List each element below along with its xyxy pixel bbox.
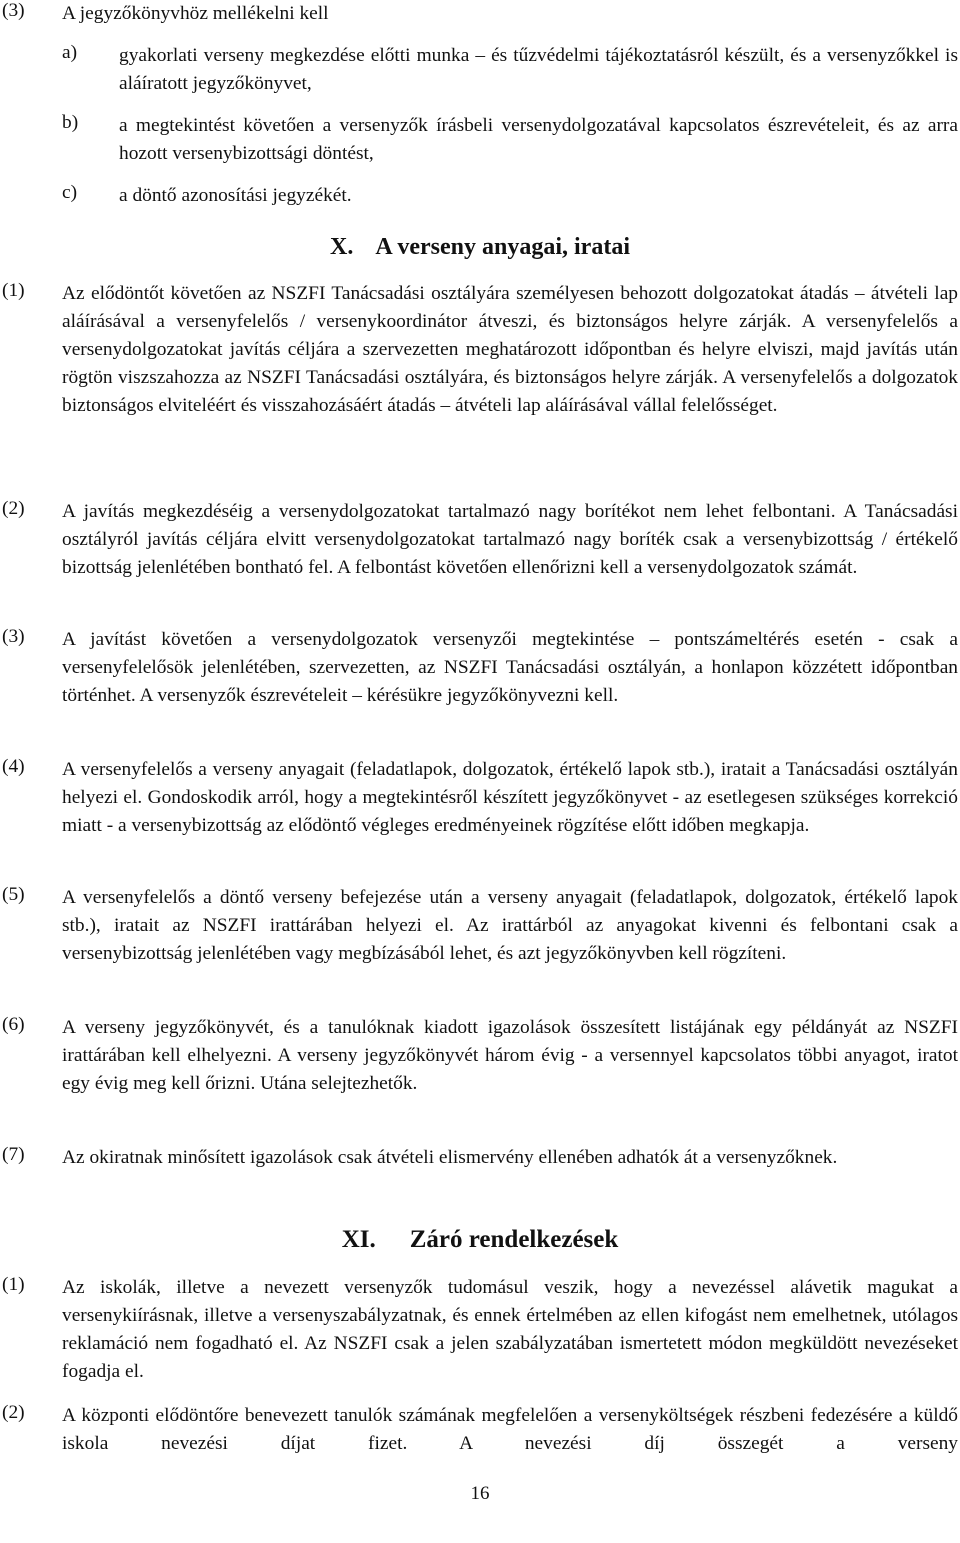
paragraph-text: A javítást követően a versenydolgozatok versenyzői megtekintése – pontszámeltérés esetén - csak a versenyfelelősök jelenlétében, szervezetten, az NSZFI Tanácsadási osztályán, a honlapon közzétett időpontban történhet. A versenyzők észrevételeit – kérésükre jegyzőkönyvezni kell. bbox=[62, 629, 958, 706]
section-x-paragraph-6 bbox=[0, 1014, 958, 1098]
paragraph-number: (4) bbox=[2, 756, 25, 777]
section-heading-xi bbox=[0, 1226, 960, 1254]
paragraph-text: A központi elődöntőre benevezett tanulók számának megfelelően a versenyköltségek részbeni fedezésére a küldő iskola nevezési díjat fizet. A nevezési díj összegét a verseny bbox=[62, 1405, 958, 1454]
section-number: X. bbox=[330, 234, 354, 260]
paragraph-text: Az okiratnak minősített igazolások csak átvételi elismervény ellenében adhatók át a versenyzőknek. bbox=[62, 1147, 838, 1168]
section-x-paragraph-2 bbox=[0, 498, 958, 582]
list-item-text: a megtekintést követően a versenyzők írásbeli versenydolgozatával kapcsolatos észrevételeit, és az arra hozott versenybizottsági döntést, bbox=[119, 115, 958, 164]
paragraph-text: A verseny jegyzőkönyvét, és a tanulóknak kiadott igazolások összesített listájának egy példányát az NSZFI irattárában kell elhelyezni. A verseny jegyzőkönyvét három évig - a versennyel kapcsolatos többi anyagot, iratot egy évig meg kell őrizni. Utána selejtezhetők. bbox=[62, 1017, 958, 1094]
paragraph-number: (6) bbox=[2, 1014, 25, 1035]
paragraph-text: A javítás megkezdéséig a versenydolgozatokat tartalmazó nagy borítékot nem lehet felbontani. A Tanácsadási osztályról javítás céljára elvitt versenydolgozatokat tartalmazó nagy boríték csak a versenybizottság / értékelő bizottság jelenlétében bontható fel. A felbontást követően ellenőrizni kell a versenydolgozatok számát. bbox=[62, 501, 958, 578]
paragraph-number: (2) bbox=[2, 1402, 25, 1423]
section-title: A verseny anyagai, iratai bbox=[375, 234, 630, 260]
paragraph-number: (1) bbox=[2, 1274, 25, 1295]
list-item-label: a) bbox=[62, 42, 78, 63]
page-number: 16 bbox=[470, 1483, 490, 1504]
paragraph-number: (2) bbox=[2, 498, 25, 519]
section-title: Záró rendelkezések bbox=[409, 1226, 619, 1253]
section-heading-x bbox=[0, 234, 960, 261]
paragraph-number: (1) bbox=[2, 280, 25, 301]
paragraph-text: A jegyzőkönyvhöz mellékelni kell bbox=[62, 3, 329, 24]
paragraph-number: (7) bbox=[2, 1144, 25, 1165]
paragraph-number: (3) bbox=[2, 626, 25, 647]
paragraph-text: Az elődöntőt követően az NSZFI Tanácsadási osztályára személyesen behozott dolgozatokat átadás – átvételi lap aláírásával a versenyfelelős / versenykoordinátor átveszi, és biztonságos helyre zárják. A versenyfelelős a versenydolgozatokat javítás céljára a szervezetten meghatározott időpontban és helyre elviszi, majd javítás után rögtön viszszahozza az NSZFI Tanácsadási osztályára, és biztonságos helyre zárják. A versenyfelelős a dolgozatok biztonságos elviteléért és visszahozásáért átadás – átvételi lap aláírásával vállal felelősséget. bbox=[62, 283, 958, 416]
intro-paragraph bbox=[0, 0, 958, 28]
paragraph-text: A versenyfelelős a döntő verseny befejezése után a verseny anyagait (feladatlapok, dolgozatok, értékelő lapok stb.), iratait az NSZFI irattárában helyezi el. Az irattárból az anyagokat kivenni és felbontani csak a versenybizottság jelenlétében vagy megbízásából lehet, és azt jegyzőkönyvben kell rögzíteni. bbox=[62, 887, 958, 964]
list-item-text: gyakorlati verseny megkezdése előtti munka – és tűzvédelmi tájékoztatásról készült, és a versenyzőkkel is aláíratott jegyzőkönyvet, bbox=[119, 45, 958, 94]
section-x-paragraph-1 bbox=[0, 280, 958, 420]
section-x-paragraph-7 bbox=[0, 1144, 958, 1172]
section-number: XI. bbox=[341, 1226, 376, 1253]
section-xi-paragraph-1 bbox=[0, 1274, 958, 1386]
list-item-label: b) bbox=[62, 112, 79, 133]
list-item-text: a döntő azonosítási jegyzékét. bbox=[119, 185, 352, 206]
list-item-b bbox=[0, 112, 958, 168]
section-x-paragraph-3 bbox=[0, 626, 958, 710]
section-x-paragraph-5 bbox=[0, 884, 958, 968]
list-item-a bbox=[0, 42, 958, 98]
paragraph-text: Az iskolák, illetve a nevezett versenyzők tudomásul veszik, hogy a nevezéssel alávetik magukat a versenykiírásnak, illetve a versenyszabályzatnak, és ennek értelmében az ellen kifogást nem emelhetnek, utólagos reklamáció nem fogadható el. Az NSZFI csak a jelen szabályzatában ismertetett módon megküldött nevezéseket fogadja el. bbox=[62, 1277, 958, 1382]
paragraph-number: (3) bbox=[2, 0, 25, 21]
list-item-c bbox=[0, 182, 958, 210]
paragraph-number: (5) bbox=[2, 884, 25, 905]
paragraph-text: A versenyfelelős a verseny anyagait (feladatlapok, dolgozatok, értékelő lapok stb.), iratait a Tanácsadási osztályán helyezi el. Gondoskodik arról, hogy a megtekintésről készített jegyzőkönyvet - az esetlegesen szükséges korrekció miatt - a versenybizottság az elődöntő végleges eredményeinek rögzítése előtt időben megkapja. bbox=[62, 759, 958, 836]
section-x-paragraph-4 bbox=[0, 756, 958, 840]
list-item-label: c) bbox=[62, 182, 78, 203]
section-xi-paragraph-2 bbox=[0, 1402, 958, 1458]
